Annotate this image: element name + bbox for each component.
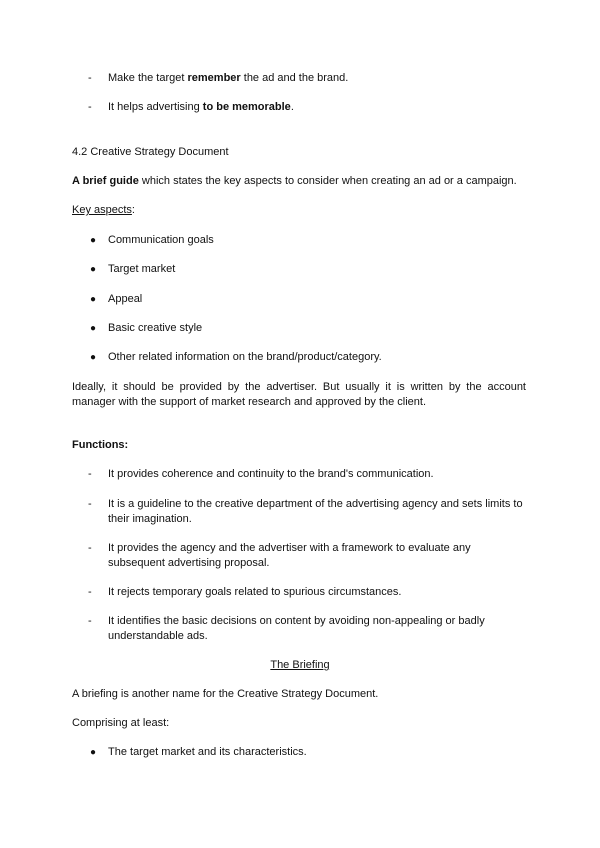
list-item-text: It provides coherence and continuity to the brand's communication.	[108, 468, 434, 480]
dash-marker: -	[88, 72, 92, 84]
bullet-icon: ●	[90, 352, 97, 363]
bullet-icon: ●	[90, 747, 97, 758]
list-item-text: It is a guideline to the creative department of the advertising agency and sets limits to their imagination.	[108, 498, 523, 525]
list-item-text	[108, 71, 526, 86]
text-segment: :	[131, 204, 135, 216]
bold-text: to be memorable	[202, 101, 291, 113]
functions-heading	[72, 438, 528, 452]
text-segment: Make the target	[108, 72, 188, 84]
section-heading: 4.2 Creative Strategy Document	[72, 146, 229, 158]
dash-marker: -	[88, 615, 92, 627]
briefing-title	[0, 658, 600, 672]
dash-marker: -	[88, 498, 92, 510]
bold-text: A brief guide	[72, 175, 139, 187]
dash-marker: -	[88, 101, 92, 113]
bold-text: remember	[187, 72, 241, 84]
bullet-icon: ●	[90, 264, 97, 275]
text-segment: which states the key aspects to consider when creating an ad or a campaign.	[138, 175, 517, 187]
list-item-text: Other related information on the brand/product/category.	[108, 351, 382, 363]
bullet-icon: ●	[90, 235, 97, 246]
list-item-text: The target market and its characteristics.	[108, 746, 307, 758]
list-item-text: Appeal	[108, 293, 143, 305]
provision-paragraph: Ideally, it should be provided by the advertiser. But usually it is written by the account manager with the support of market research and approved by the client.	[72, 381, 526, 408]
bold-text: Functions:	[72, 439, 129, 451]
list-item-text: Target market	[108, 263, 176, 275]
list-item-text	[108, 100, 526, 115]
key-aspects-label	[72, 203, 528, 217]
bullet-icon: ●	[90, 323, 97, 334]
list-item-text: It provides the agency and the advertiser with a framework to evaluate any subsequent advertising proposal.	[108, 542, 471, 569]
list-item-text: Basic creative style	[108, 322, 203, 334]
underlined-text: Key aspects	[72, 204, 132, 216]
intro-paragraph	[72, 174, 528, 188]
underlined-text: The Briefing	[270, 659, 330, 671]
list-item-text: It identifies the basic decisions on content by avoiding non-appealing or badly understandable ads.	[108, 615, 485, 642]
dash-marker: -	[88, 542, 92, 554]
list-item-text: Communication goals	[108, 234, 214, 246]
briefing-definition: A briefing is another name for the Creative Strategy Document.	[72, 688, 379, 700]
bullet-icon: ●	[90, 294, 97, 305]
list-item-text: It rejects temporary goals related to spurious circumstances.	[108, 586, 402, 598]
comprising-label: Comprising at least:	[72, 717, 170, 729]
text-segment: It helps advertising	[108, 101, 203, 113]
dash-marker: -	[88, 586, 92, 598]
dash-marker: -	[88, 468, 92, 480]
text-segment: .	[290, 101, 294, 113]
text-segment: the ad and the brand.	[240, 72, 349, 84]
